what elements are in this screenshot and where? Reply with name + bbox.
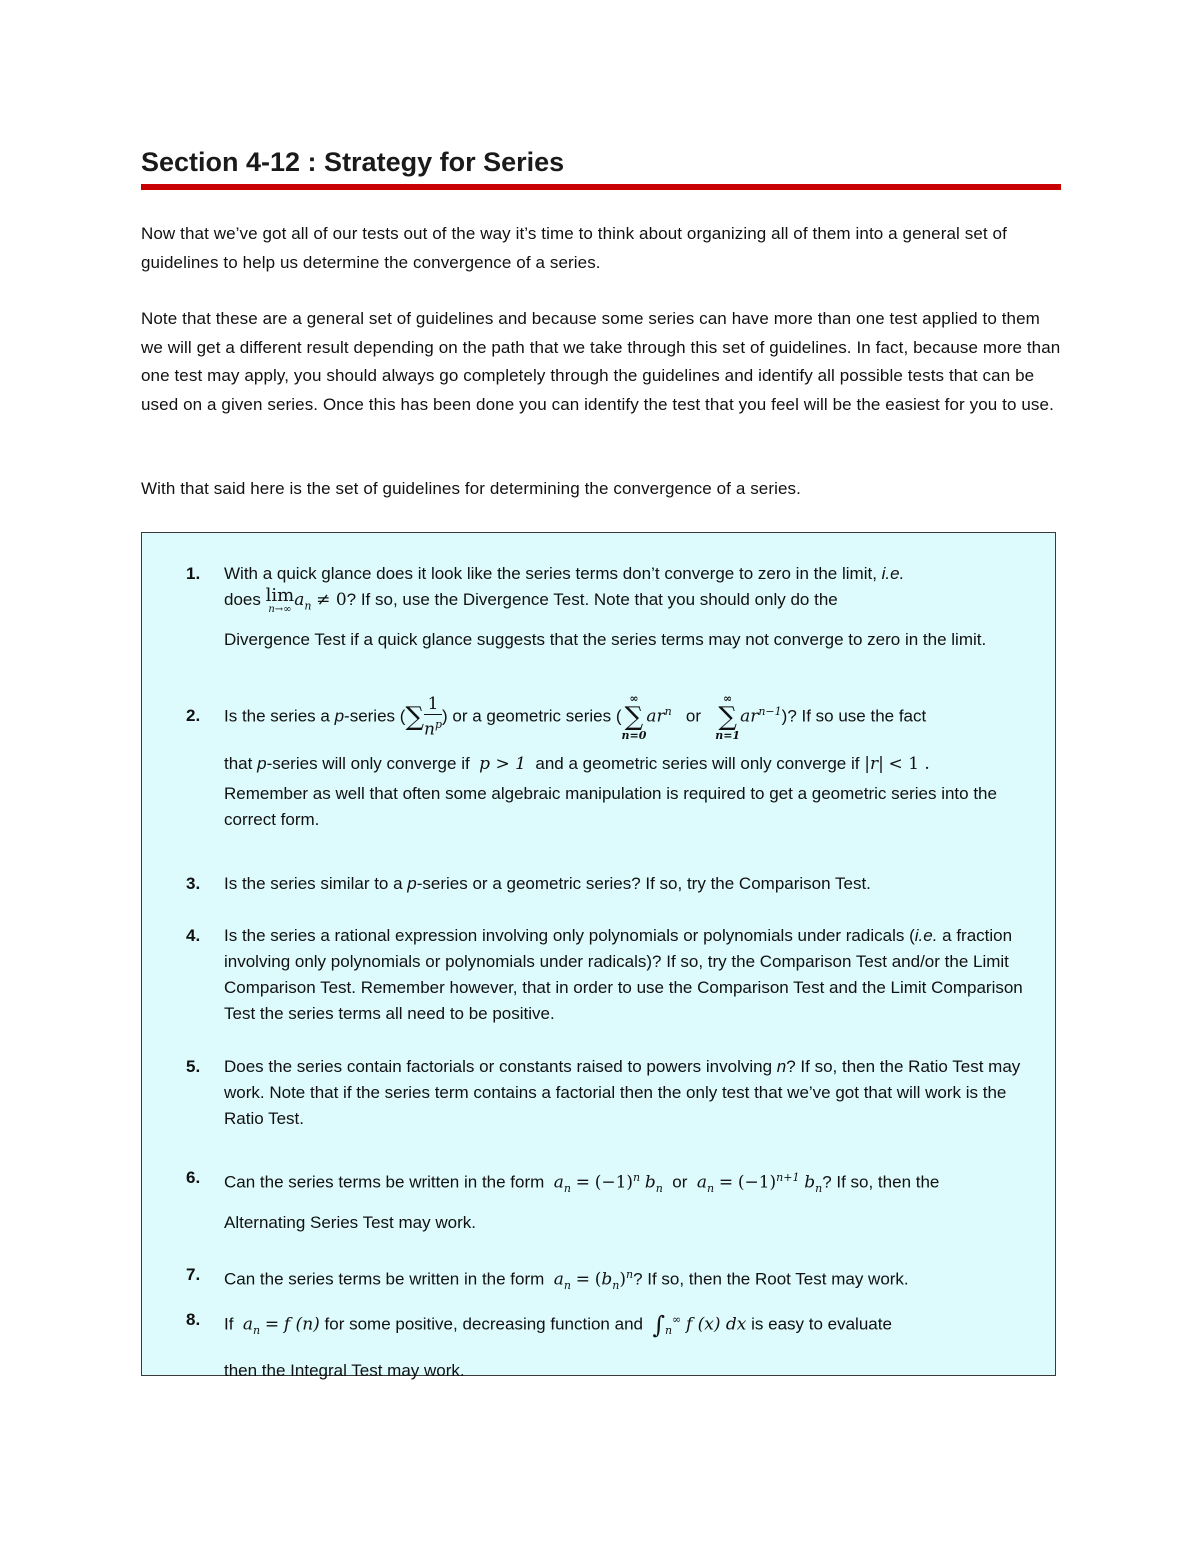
sum-symbol: ∑ [405,702,424,733]
page-title: Section 4-12 : Strategy for Series [141,147,565,177]
geometric-sum-n0: ∞ ∑ n=0 [621,692,647,743]
page [141,140,1061,498]
geometric-sum-n1: ∞ ∑ n=1 [715,692,741,743]
p-series-fraction: $\frac{1}{n^p}$ [424,694,442,740]
intro-paragraph-1: Now that we’ve got all of our tests out of the way it’s time to think about organizing all of them into a general set of guidelines to help us determine the convergence of a series. [141,224,1007,272]
item-number: 2. [186,706,201,725]
item-number: 4. [186,926,201,945]
integral-symbol: ∫ [652,1311,665,1340]
intro-paragraph-2: Note that these are a general set of guidelines and because some series can have more than one test applied to them we will get a different result depending on the path that we take through this set of guidelines. In fact, because more than one test may apply, you should always go completely through the guidelines and identify all possible tests that can be used on a given series. Once this has been done you can identify the test that you feel will be the easiest for you to use. [141,309,1061,414]
item-number: 5. [186,1057,201,1076]
intro-paragraph-3: With that said here is the set of guidelines for determining the convergence of a series. [141,479,801,498]
title-divider [141,184,1061,190]
item-number: 3. [186,874,201,893]
item-number: 1. [186,564,201,583]
item-number: 8. [186,1310,201,1329]
limit-expression: lim n→∞ [265,585,295,615]
item-number: 6. [186,1168,201,1187]
item-number: 7. [186,1265,201,1284]
guidelines-box: 1. With a quick glance does it look like the series terms don’t converge to zero in the limit, i.e. does lim n→∞ $a_n \ne 0$? If so, use the Divergence Test. Note that you should only do the Divergence Test if a quick glance suggests that the series terms may not converge to zero in the limit. 2. Is the series a p-series ( ∑ $\frac{1}{n^p}$ ) or a geometric series ( ∞ ∑ n=0 $ar^n$ or ∞ ∑ n=1 $ar^{n-1}$)? If so use the fact that p-series will only converge if p > 1 and a geometric series will only converge if |r| < 1 . Remember as well that often some algebraic manipulation is required to get a geometric series into the correct form. 3. Is the series similar to a p-series or a geometric series? If so, try the Comparison Test. 4. Is the series a rational expression involving only polynomials or polynomials under radicals (i.e. a fraction involving only polynomials or polynomials under radicals)? If so, try the Comparison Test and/or the Limit Comparison Test. Remember however, that in order to use the Comparison Test and the Limit Comparison Test the series terms all need to be positive. 5. Does the series contain factorials or constants raised to powers involving n? If so, then the Ratio Test may work. Note that if the series term contains a factorial then the only test that we’ve got that will work is the Ratio Test. 6. Can the series terms be written in the form $a_n = (-1)^n$ $b_n$ or $a_n = (-1)^{n+1}$ $b_n$? If so, then the Alternating Series Test may work. 7. Can the series terms be written in the form $a_n = (b_n)^n$? If so, then the Root Test may work. 8. If $a_n = f$ (n) for some positive, decreasing function and $\int_n^\infty$ f (x) dx is easy to evaluate then the Integral Test may work. [141,532,1056,1376]
